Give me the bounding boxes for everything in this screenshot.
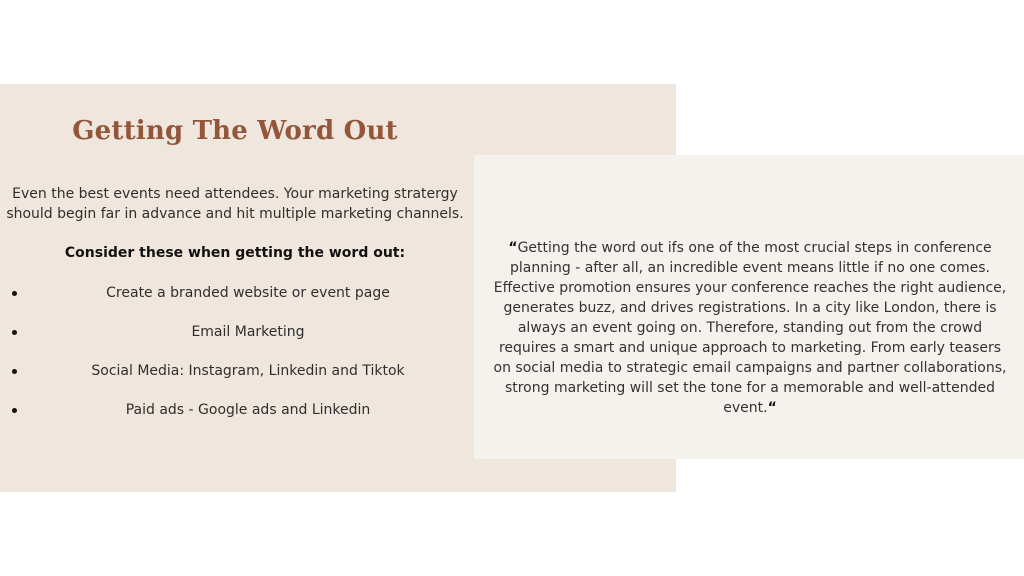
bullet-icon [12, 369, 17, 374]
page-title: Getting The Word Out [72, 116, 398, 146]
checklist-heading: Consider these when getting the word out: [64, 245, 406, 261]
bullet-icon [12, 291, 17, 296]
list-item-label: Paid ads - Google ads and Linkedin [125, 402, 371, 418]
list-item [0, 281, 470, 320]
marketing-checklist [0, 281, 470, 437]
close-quote-mark: “ [767, 400, 777, 417]
bullet-icon [12, 408, 17, 413]
list-item [0, 320, 470, 359]
bullet-icon [12, 330, 17, 335]
intro-paragraph: Even the best events need attendees. Your marketing stratergy should begin far in advance and hit multiple marketing channels. [6, 186, 464, 223]
list-item-label: Social Media: Instagram, Linkedin and Tiktok [91, 363, 405, 379]
open-quote-mark: “ [508, 240, 518, 256]
quote-body: Getting the word out ifs one of the most crucial steps in conference planning - after all, an incredible event means little if no one comes. Effective promotion ensures your conference reaches the right audience, generates buzz, and drives registrations. In a city like London, there is always an event going on. Therefore, standing out from the crowd requires a smart and unique approach to marketing. From early teasers on social media to strategic email campaigns and partner collaborations, strong marketing will set the tone for a memorable and well-attended event. [493, 240, 1007, 417]
list-item-label: Create a branded website or event page [106, 285, 390, 301]
list-item-label: Email Marketing [191, 324, 305, 340]
list-item [0, 359, 470, 398]
quote-text [490, 238, 1010, 418]
list-item [0, 398, 470, 437]
